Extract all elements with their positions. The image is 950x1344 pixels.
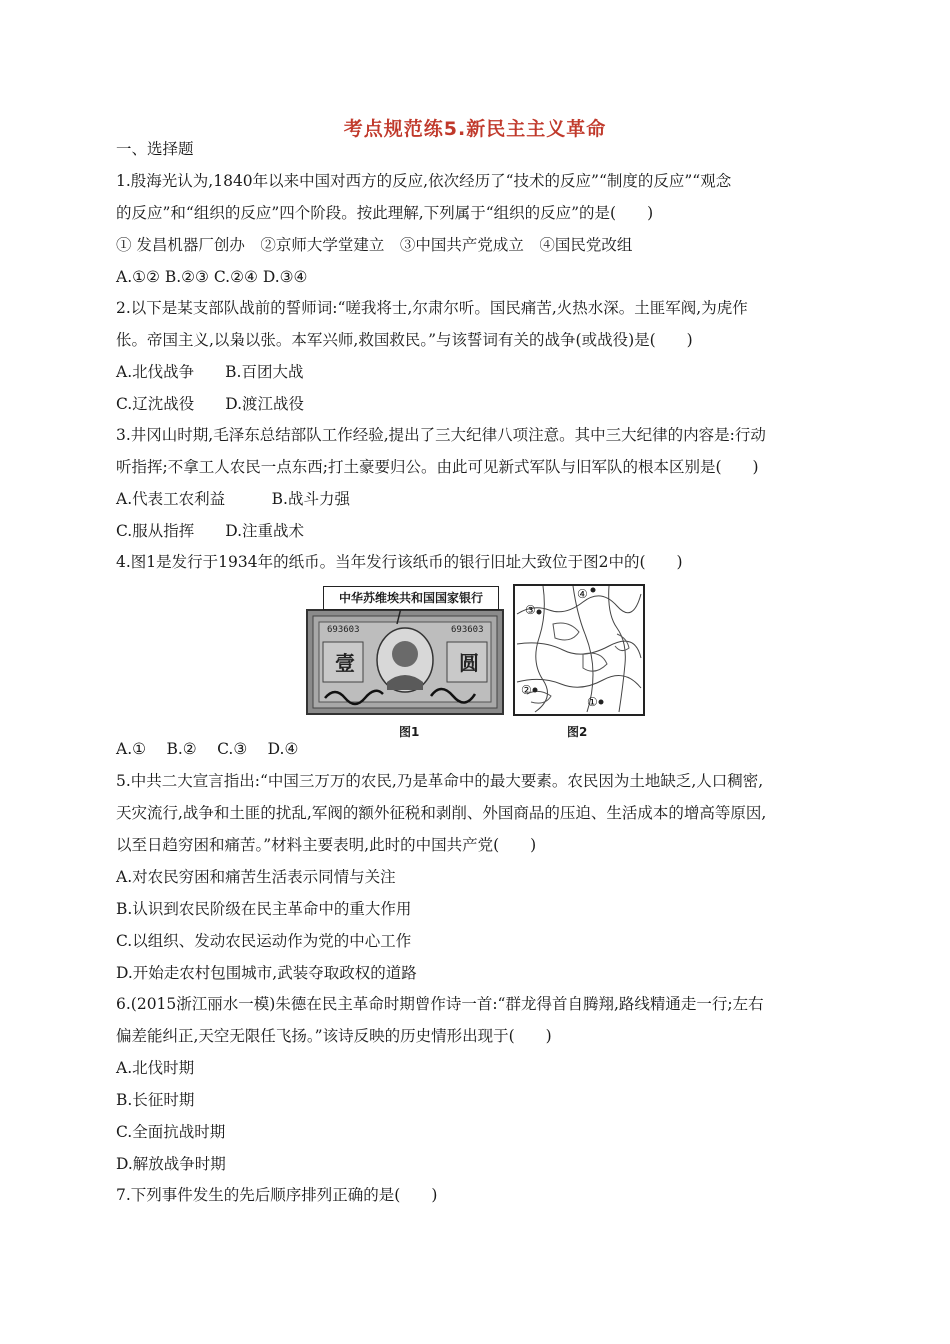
map-figure [513,584,645,716]
section-heading: 一、选择题 [116,140,194,158]
q1-options: A.①② B.②③ C.②④ D.③④ [116,268,308,286]
serial-right: 693603 [451,625,484,635]
figure1-caption: 图1 [399,725,420,739]
q5-line-1: 5.中共二大宣言指出:“中国三万万的农民,乃是革命中的最大要素。农民因为土地缺乏,人口稠密, [116,772,764,790]
q6-line-2: 偏差能纠正,天空无限任飞扬。”该诗反映的历史情形出现于( ) [116,1027,552,1045]
q1-line-1: 1.殷海光认为,1840年以来中国对西方的反应,依次经历了“技术的反应”“制度的反应”“观念 [116,172,732,190]
figure2-caption: 图2 [567,725,588,739]
q3-line-1: 3.井冈山时期,毛泽东总结部队工作经验,提出了三大纪律八项注意。其中三大纪律的内容是:行动 [116,426,766,444]
q2-options-ab: A.北伐战争 B.百团大战 [116,363,304,381]
q6-option-a: A.北伐时期 [116,1059,195,1077]
banknote-banner: 中华苏维埃共和国国家银行 [323,586,499,610]
q5-line-2: 天灾流行,战争和土匪的扰乱,军阀的额外征税和剥削、外国商品的压迫、生活成本的增高等原因, [116,804,767,822]
q3-options-ab: A.代表工农利益 B.战斗力强 [116,490,350,508]
q7-line-1: 7.下列事件发生的先后顺序排列正确的是( ) [116,1186,438,1204]
map-marker-4: ④ [577,587,588,601]
value-char-right: 圆 [459,651,479,675]
q2-options-cd: C.辽沈战役 D.渡江战役 [116,395,305,413]
q1-line-2: 的反应”和“组织的反应”四个阶段。按此理解,下列属于“组织的反应”的是( ) [116,204,654,222]
q6-option-b: B.长征时期 [116,1091,195,1109]
q6-line-1: 6.(2015浙江丽水一模)朱德在民主革命时期曾作诗一首:“群龙得首自腾翔,路线精通走一行;左右 [116,995,764,1013]
map-marker-2: ② [521,683,532,697]
q1-items: ① 发昌机器厂创办 ②京师大学堂建立 ③中国共产党成立 ④国民党改组 [116,236,633,254]
banknote-figure [305,580,505,716]
q3-line-2: 听指挥;不拿工人农民一点东西;打土豪要归公。由此可见新式军队与旧军队的根本区别是( ) [116,458,759,476]
q5-option-a: A.对农民穷困和痛苦生活表示同情与关注 [116,868,396,886]
q4-line-1: 4.图1是发行于1934年的纸币。当年发行该纸币的银行旧址大致位于图2中的( ) [116,553,683,571]
serial-left: 693603 [327,625,360,635]
q6-option-c: C.全面抗战时期 [116,1123,226,1141]
q5-option-b: B.认识到农民阶级在民主革命中的重大作用 [116,900,412,918]
q4-options: A.① B.② C.③ D.④ [116,740,299,758]
map-marker-3: ③ [525,603,536,617]
q4-figures [305,580,645,740]
q5-option-d: D.开始走农村包围城市,武装夺取政权的道路 [116,964,417,982]
q2-line-2: 伥。帝国主义,以枭以张。本军兴师,救国救民。”与该誓词有关的战争(或战役)是( ) [116,331,693,349]
q6-option-d: D.解放战争时期 [116,1155,226,1173]
map-marker-1: ① [587,695,598,709]
q5-option-c: C.以组织、发动农民运动作为党的中心工作 [116,932,412,950]
china-map [513,584,645,716]
q5-line-3: 以至日趋穷困和痛苦。”材料主要表明,此时的中国共产党( ) [116,836,537,854]
value-char-left: 壹 [335,651,355,675]
page-title: 考点规范练5.新民主主义革命 [343,118,607,140]
q2-line-1: 2.以下是某支部队战前的誓师词:“嗟我将士,尔肃尔听。国民痛苦,火热水深。土匪军阀,为虎作 [116,299,748,317]
q3-options-cd: C.服从指挥 D.注重战术 [116,522,305,540]
